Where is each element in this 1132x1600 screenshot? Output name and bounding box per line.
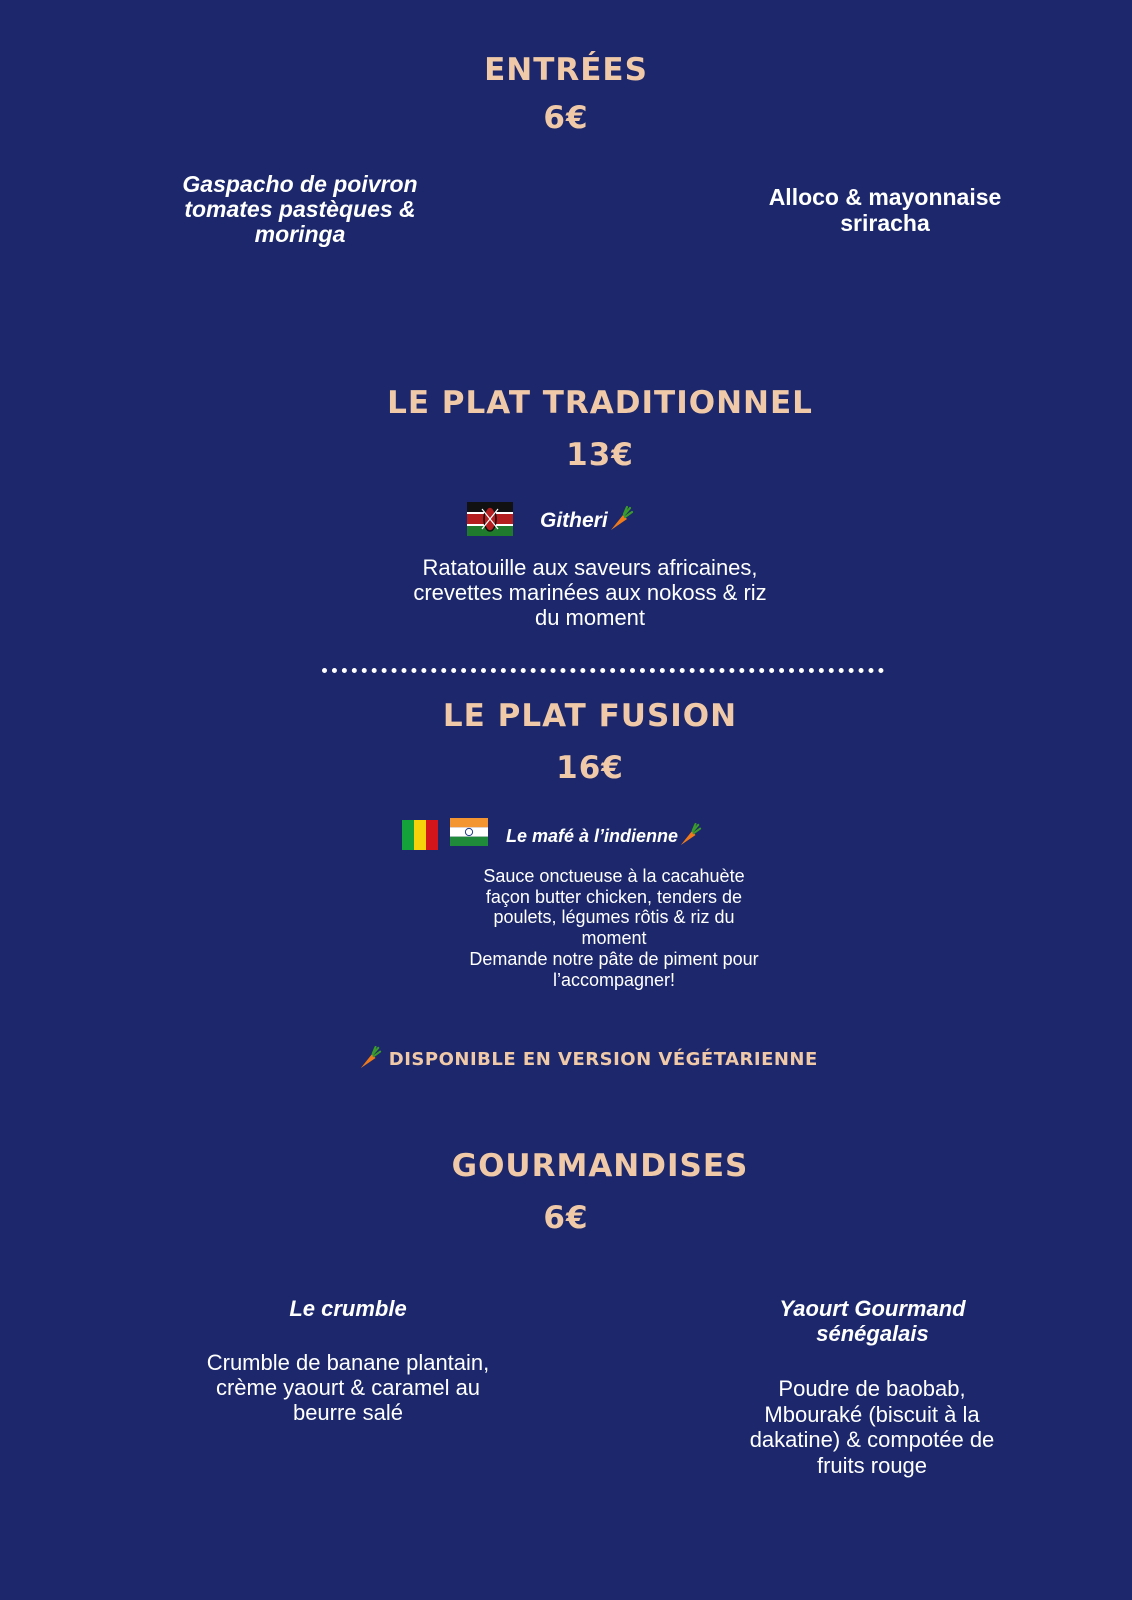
fusion-description: Sauce onctueuse à la cacahuète façon butter chicken, tenders de poulets, légumes rôtis & riz du moment: [483, 866, 745, 948]
vegetarian-note: [358, 1046, 818, 1070]
divider: [322, 668, 884, 673]
traditionnel-title: LE PLAT TRADITIONNEL: [387, 385, 813, 421]
fusion-price: 16€: [556, 750, 624, 786]
india-flag-icon: [450, 818, 488, 851]
vegetarian-note-text: DISPONIBLE EN VERSION VÉGÉTARIENNE: [388, 1049, 818, 1070]
entrees-price: 6€: [543, 100, 589, 136]
carrot-icon: [608, 506, 634, 533]
yaourt-description: Poudre de baobab, Mbouraké (biscuit à la dakatine) & compotée de fruits rouge: [749, 1376, 995, 1478]
carrot-icon: [678, 823, 702, 847]
entrees-title: ENTRÉES: [484, 52, 648, 88]
gourmandises-title: GOURMANDISES: [451, 1148, 749, 1184]
githeri-label: Githeri: [540, 509, 608, 532]
traditionnel-price: 13€: [566, 437, 634, 473]
fusion-note: Demande notre pâte de piment pour l’accompagner!: [469, 949, 759, 990]
entree-alloco: Alloco & mayonnaise sriracha: [768, 184, 1002, 236]
githeri-name: [540, 506, 634, 533]
crumble-description: Crumble de banane plantain, crème yaourt & caramel au beurre salé: [206, 1350, 490, 1425]
carrot-icon: [358, 1046, 382, 1070]
fusion-title: LE PLAT FUSION: [442, 698, 738, 734]
kenya-flag-icon: [467, 502, 513, 541]
crumble-name: Le crumble: [289, 1296, 407, 1321]
gourmandises-price: 6€: [543, 1200, 589, 1236]
mafe-label: Le mafé à l’indienne: [506, 826, 679, 846]
mali-flag-icon: [402, 820, 438, 855]
yaourt-name: Yaourt Gourmand sénégalais: [779, 1296, 966, 1346]
traditionnel-description: Ratatouille aux saveurs africaines, crevettes marinées aux nokoss & riz du moment: [413, 555, 767, 630]
entree-gaspacho: Gaspacho de poivron tomates pastèques & moringa: [182, 171, 418, 247]
mafe-name: [506, 823, 702, 847]
